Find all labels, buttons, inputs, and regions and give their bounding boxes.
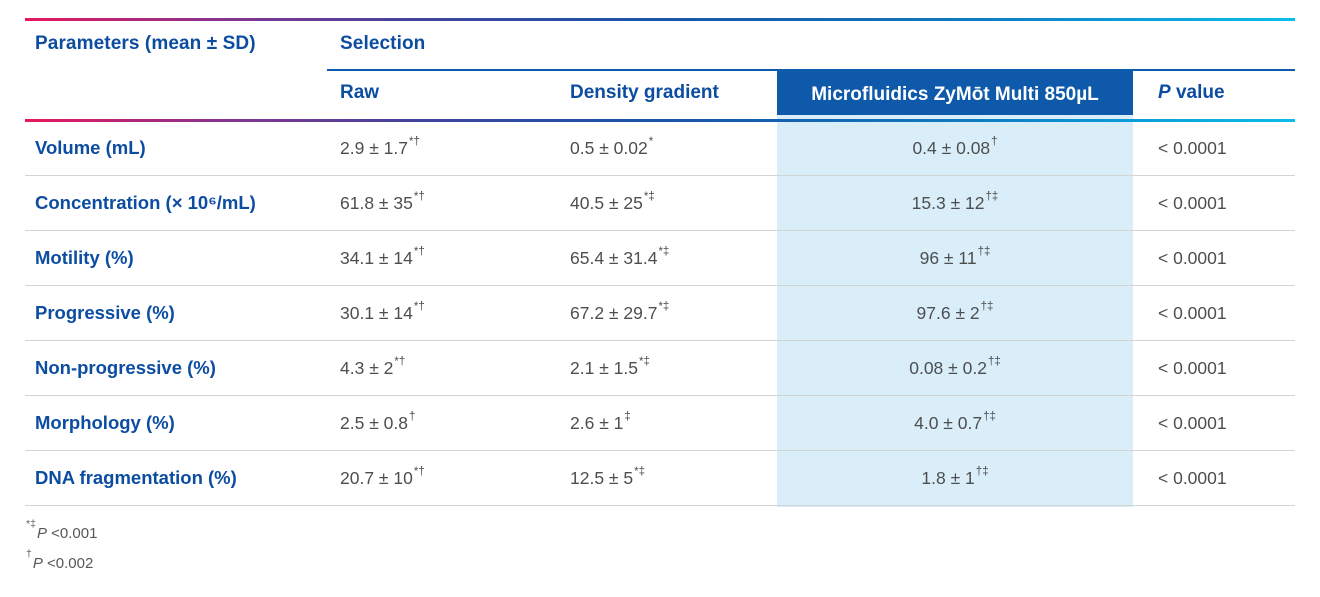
density-gradient-value: 65.4 ± 31.4 *‡ — [570, 245, 670, 268]
microfluidics-value: 96 ± 11 †‡ — [919, 245, 991, 268]
p-value-header-italic-p: P — [1158, 82, 1171, 103]
row-label: Non-progressive (%) — [35, 357, 216, 378]
parameters-header: Parameters (mean ± SD) — [35, 33, 256, 54]
footnote-italic-p: P — [36, 525, 47, 542]
density-gradient-value: 2.6 ± 1 ‡ — [570, 410, 631, 433]
microfluidics-value: 4.0 ± 0.7 †‡ — [914, 410, 996, 433]
top-gradient-rule — [25, 18, 1295, 21]
table-row — [25, 231, 1295, 286]
row-label: Morphology (%) — [35, 412, 175, 433]
raw-value: 30.1 ± 14 *† — [340, 300, 425, 323]
column-header-raw: Raw — [340, 82, 380, 103]
row-label: Volume (mL) — [35, 137, 146, 158]
row-label: DNA fragmentation (%) — [35, 467, 237, 488]
microfluidics-value: 0.4 ± 0.08 † — [912, 135, 998, 158]
row-label: Concentration (× 10⁶/mL) — [35, 192, 256, 213]
row-label: Progressive (%) — [35, 302, 175, 323]
table-row — [25, 451, 1295, 506]
density-gradient-value: 12.5 ± 5 *‡ — [570, 465, 645, 488]
footnote-text: <0.001 — [46, 525, 98, 542]
footnote-p-002 — [25, 548, 94, 572]
row-label: Motility (%) — [35, 247, 134, 268]
p-value: < 0.0001 — [1158, 412, 1227, 433]
footnote-italic-p: P — [32, 555, 43, 572]
p-value-header-rest: value — [1170, 82, 1225, 103]
raw-value: 4.3 ± 2 *† — [340, 355, 406, 378]
column-header-p-value — [1158, 82, 1225, 104]
p-value: < 0.0001 — [1158, 192, 1227, 213]
p-value: < 0.0001 — [1158, 467, 1227, 488]
table-row — [25, 176, 1295, 231]
density-gradient-value: 40.5 ± 25 *‡ — [570, 190, 655, 213]
density-gradient-value: 67.2 ± 29.7 *‡ — [570, 300, 670, 323]
raw-value: 2.5 ± 0.8 † — [340, 410, 416, 433]
raw-value: 34.1 ± 14 *† — [340, 245, 425, 268]
density-gradient-value: 2.1 ± 1.5 *‡ — [570, 355, 650, 378]
raw-value: 20.7 ± 10 *† — [340, 465, 425, 488]
microfluidics-value: 97.6 ± 2 †‡ — [916, 300, 994, 323]
selection-group-header: Selection — [340, 33, 426, 54]
p-value: < 0.0001 — [1158, 247, 1227, 268]
density-gradient-value: 0.5 ± 0.02 * — [570, 135, 654, 158]
p-value: < 0.0001 — [1158, 137, 1227, 158]
table-row — [25, 121, 1295, 176]
microfluidics-value: 15.3 ± 12 †‡ — [911, 190, 999, 213]
footnote-text: <0.002 — [42, 555, 94, 572]
table-row — [25, 286, 1295, 341]
footnote-p-001 — [25, 518, 98, 542]
p-value: < 0.0001 — [1158, 302, 1227, 323]
column-header-density-gradient: Density gradient — [570, 82, 719, 103]
raw-value: 61.8 ± 35 *† — [340, 190, 425, 213]
raw-value: 2.9 ± 1.7 *† — [340, 135, 420, 158]
significance-marks: *‡ — [26, 518, 36, 531]
microfluidics-value: 1.8 ± 1 †‡ — [921, 465, 989, 488]
microfluidics-value: 0.08 ± 0.2 †‡ — [909, 355, 1001, 378]
p-value: < 0.0001 — [1158, 357, 1227, 378]
column-header-microfluidics: Microfluidics ZyMōt Multi 850µL — [777, 71, 1133, 118]
table-row — [25, 396, 1295, 451]
table-row — [25, 341, 1295, 396]
significance-marks: † — [26, 548, 32, 561]
